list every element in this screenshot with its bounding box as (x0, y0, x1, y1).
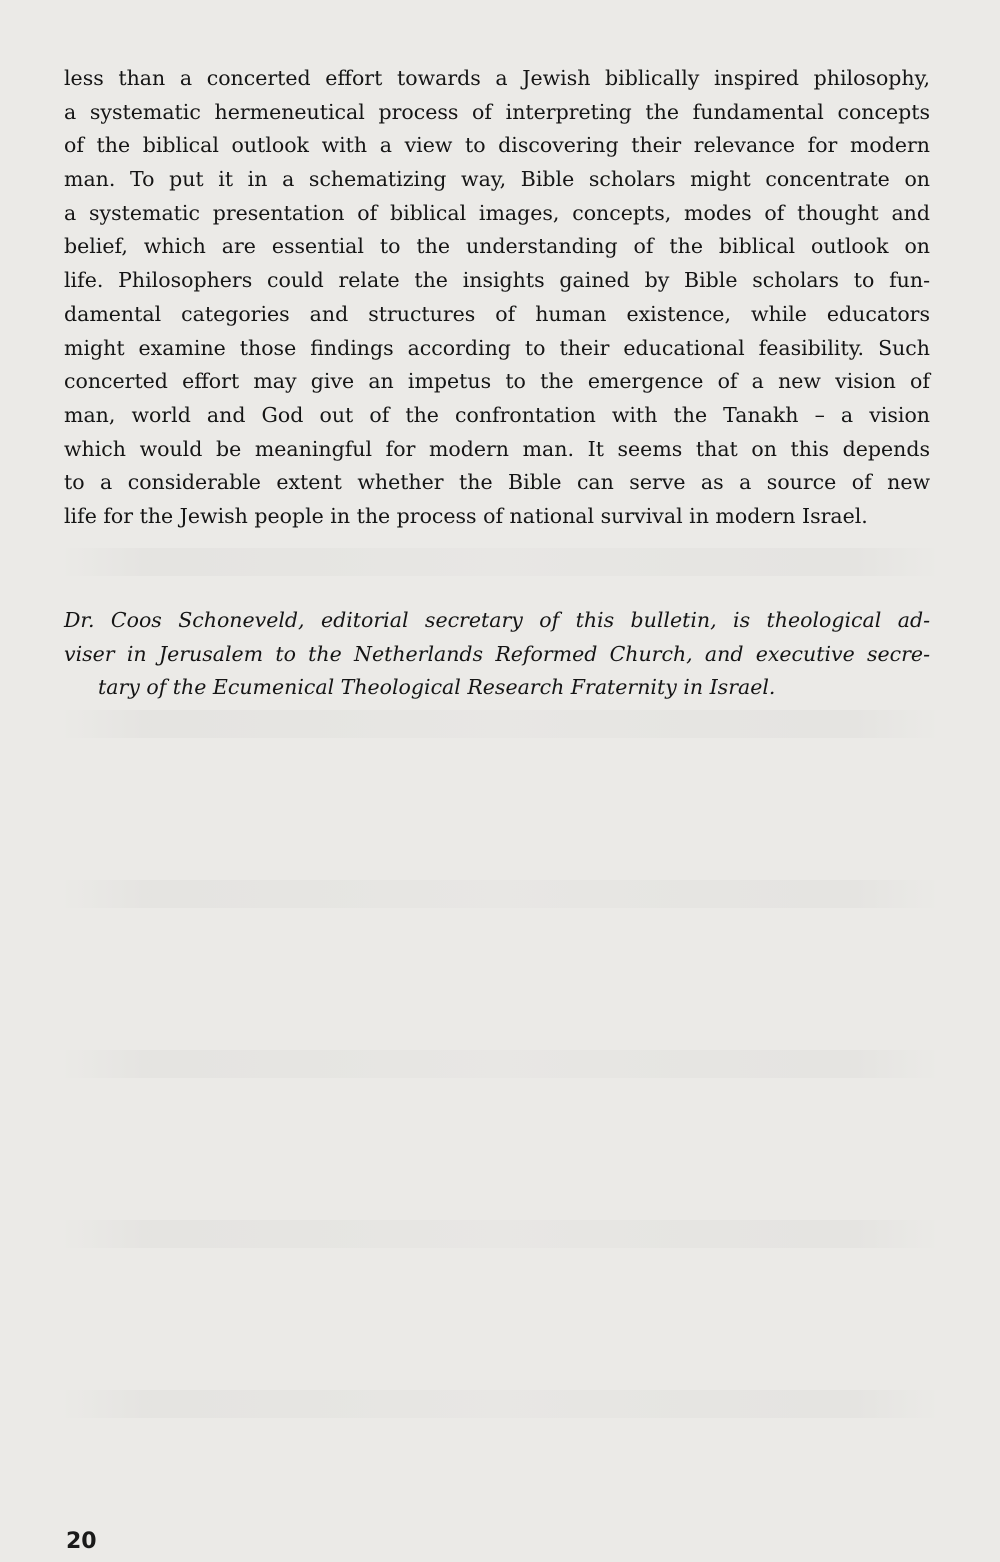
page-number: 20 (66, 1529, 97, 1554)
body-line: life for the Jewish people in the process of national survival in modern Israel. (64, 503, 868, 528)
bio-line: viser in Jerusalem to the Netherlands Reformed Church, and executive secre- (64, 641, 930, 666)
bleed-through-line (60, 1050, 940, 1078)
body-line: damental categories and structures of human existence, while educators (64, 301, 930, 326)
bio-line: Dr. Coos Schoneveld, editorial secretary of this bulletin, is theological ad- (64, 608, 930, 632)
body-line: less than a concerted effort towards a Jewish biblically inspired philosophy, (64, 66, 930, 90)
bleed-through-line (60, 548, 940, 576)
bleed-through-line (60, 880, 940, 908)
bleed-through-line (60, 1390, 940, 1418)
bio-line: tary of the Ecumenical Theological Research Fraternity in Israel. (98, 675, 776, 700)
author-bio (64, 604, 930, 705)
body-line: which would be meaningful for modern man. It seems that on this depends (64, 436, 930, 461)
body-line: might examine those findings according to their educational feasibility. Such (64, 335, 930, 360)
body-line: a systematic hermeneutical process of interpreting the fundamental concepts (64, 99, 930, 124)
body-line: concerted effort may give an impetus to the emergence of a new vision of (64, 369, 930, 394)
body-paragraph (64, 62, 930, 534)
bleed-through-line (60, 1220, 940, 1248)
body-line: life. Philosophers could relate the insights gained by Bible scholars to fun- (64, 268, 930, 293)
body-line: belief, which are essential to the understanding of the biblical outlook on (64, 234, 930, 259)
bleed-through-line (60, 710, 940, 738)
body-line: to a considerable extent whether the Bible can serve as a source of new (64, 470, 930, 495)
body-line: man, world and God out of the confrontation with the Tanakh – a vision (64, 402, 930, 427)
body-line: a systematic presentation of biblical images, concepts, modes of thought and (64, 200, 930, 225)
body-line: man. To put it in a schematizing way, Bible scholars might concentrate on (64, 167, 930, 192)
body-line: of the biblical outlook with a view to discovering their relevance for modern (64, 133, 930, 158)
